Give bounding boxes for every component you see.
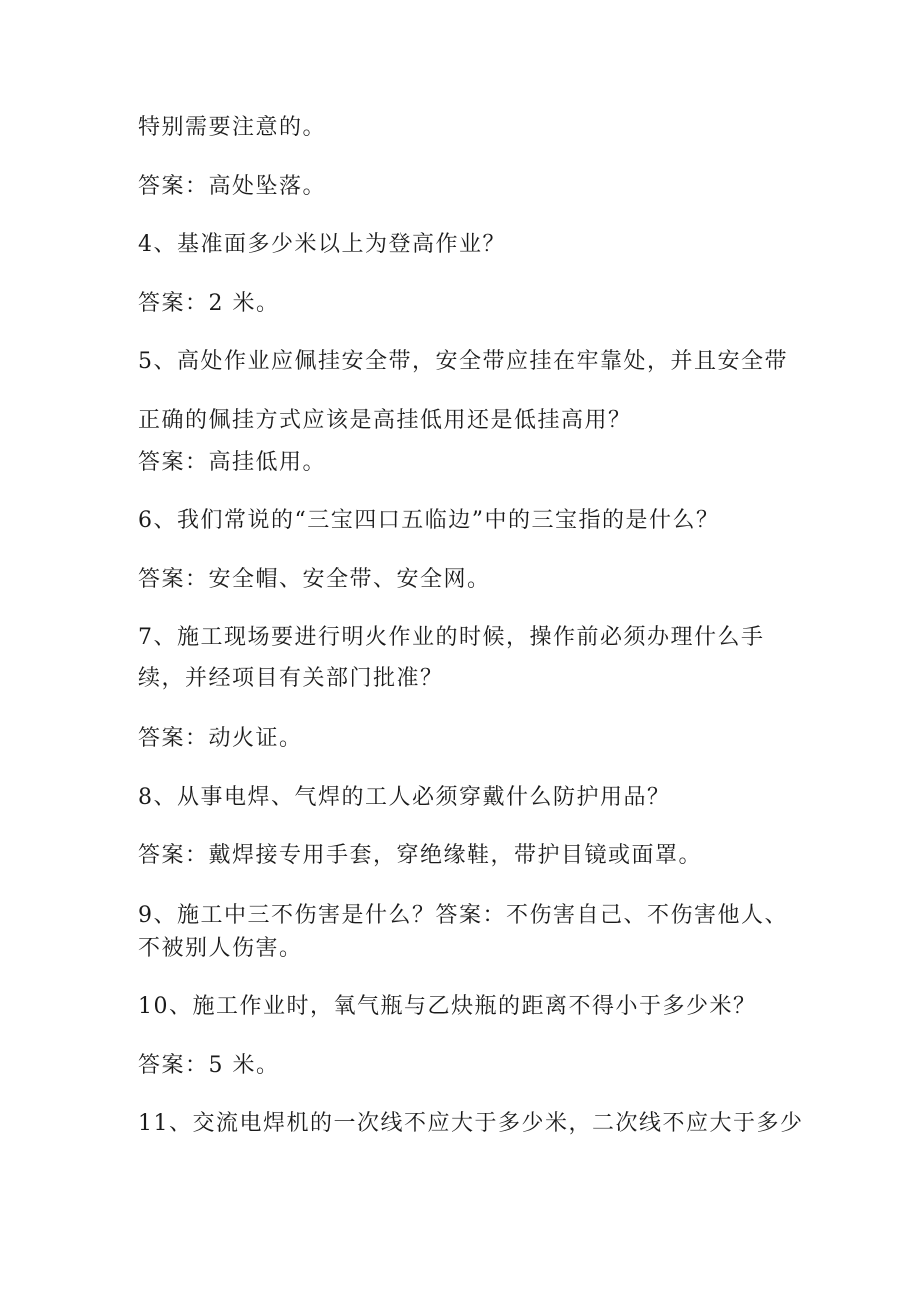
answer-line: 答案：高挂低用。 xyxy=(138,450,327,475)
question-line: 7、施工现场要进行明火作业的时候，操作前必须办理什么手 xyxy=(138,625,765,650)
answer-line: 答案：2 米。 xyxy=(138,291,280,316)
question-line: 6、我们常说的“三宝四口五临边”中的三宝指的是什么？ xyxy=(138,508,720,533)
question-line-continued: 正确的佩挂方式应该是高挂低用还是低挂高用？ xyxy=(138,408,632,433)
answer-line: 答案：高处坠落。 xyxy=(138,174,327,199)
text-line: 特别需要注意的。 xyxy=(138,115,327,140)
answer-line: 答案：动火证。 xyxy=(138,726,303,751)
question-line: 9、施工中三不伤害是什么？答案：不伤害自己、不伤害他人、 xyxy=(138,903,788,928)
question-line: 5、高处作业应佩挂安全带，安全带应挂在牢靠处，并且安全带 xyxy=(138,349,788,374)
answer-line: 答案：戴焊接专用手套，穿绝缘鞋，带护目镜或面罩。 xyxy=(138,843,703,868)
question-line-continued: 续，并经项目有关部门批准？ xyxy=(138,666,444,691)
question-line: 8、从事电焊、气焊的工人必须穿戴什么防护用品？ xyxy=(138,785,671,810)
question-line: 4、基准面多少米以上为登高作业？ xyxy=(138,232,506,257)
answer-line: 答案：安全帽、安全带、安全网。 xyxy=(138,567,491,592)
question-line: 11、交流电焊机的一次线不应大于多少米，二次线不应大于多少 xyxy=(138,1111,804,1136)
question-line: 10、施工作业时，氧气瓶与乙炔瓶的距离不得小于多少米？ xyxy=(138,994,757,1019)
question-line-continued: 不被别人伤害。 xyxy=(138,936,303,961)
answer-line: 答案：5 米。 xyxy=(138,1053,280,1078)
